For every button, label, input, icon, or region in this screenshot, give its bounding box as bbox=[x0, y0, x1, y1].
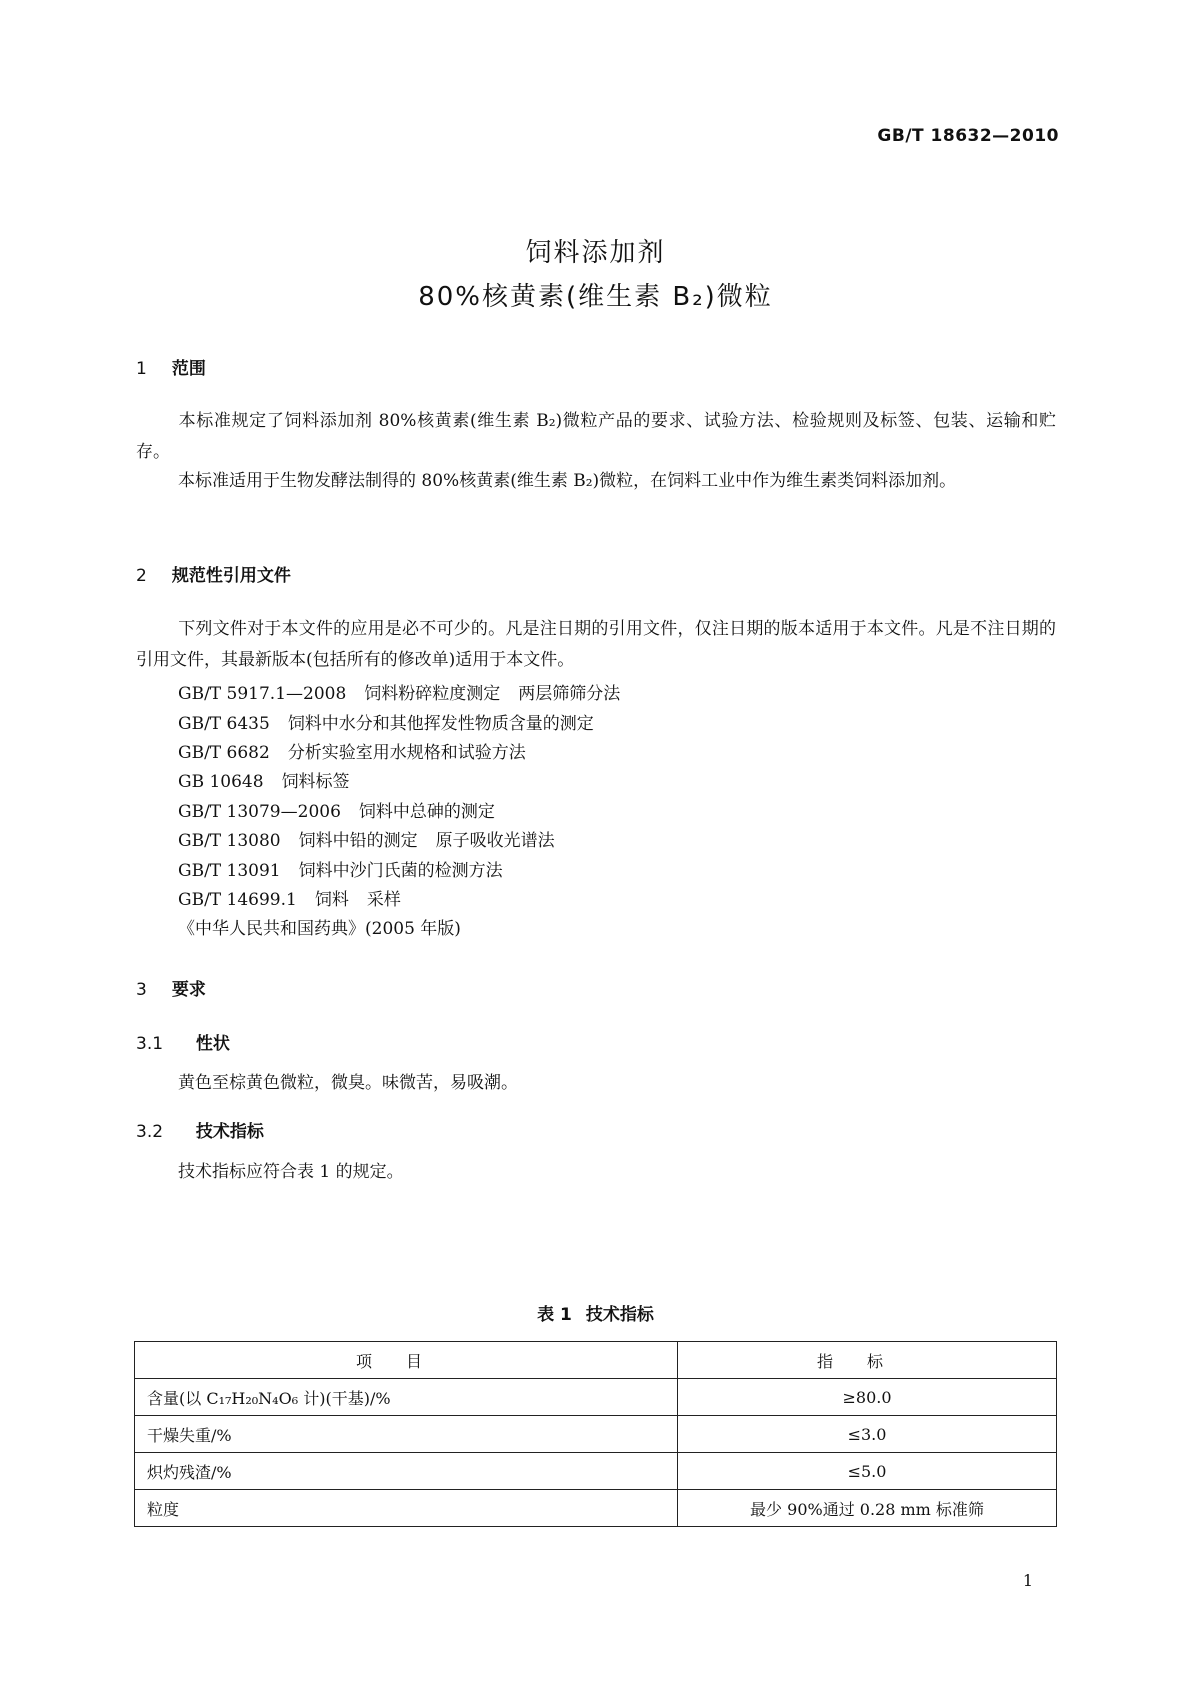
reference-item: GB/T 13080 饲料中铅的测定 原子吸收光谱法 bbox=[178, 831, 555, 851]
section-title: 要求 bbox=[171, 980, 206, 1000]
references-intro-paragraph: 下列文件对于本文件的应用是必不可少的。凡是注日期的引用文件，仅注日期的版本适用于本文件。凡是不注日期的引用文件，其最新版本(包括所有的修改单)适用于本文件。 bbox=[136, 619, 1056, 670]
table-row bbox=[135, 1379, 1057, 1416]
section-number: 1 bbox=[136, 359, 147, 379]
reference-item: GB/T 14699.1 饲料 采样 bbox=[178, 890, 401, 910]
section-title: 性状 bbox=[195, 1034, 230, 1054]
section-3-1-heading bbox=[136, 1029, 230, 1054]
technical-index-table bbox=[134, 1341, 1057, 1527]
section-title: 规范性引用文件 bbox=[171, 566, 291, 586]
table-header-value: 指标 bbox=[678, 1342, 1057, 1379]
table-header-row bbox=[135, 1342, 1057, 1379]
page-number: 1 bbox=[1022, 1571, 1033, 1590]
document-title-line-2: 80%核黄素(维生素 B₂)微粒 bbox=[418, 282, 773, 312]
reference-item: GB/T 5917.1—2008 饲料粉碎粒度测定 两层筛筛分法 bbox=[178, 684, 621, 704]
table-cell-value: ≤3.0 bbox=[678, 1416, 1057, 1453]
table-cell-item: 炽灼残渣/% bbox=[135, 1453, 678, 1490]
appearance-paragraph: 黄色至棕黄色微粒，微臭。味微苦，易吸潮。 bbox=[178, 1073, 518, 1093]
table-row bbox=[135, 1490, 1057, 1527]
reference-pharmacopoeia: 《中华人民共和国药典》(2005 年版) bbox=[178, 919, 461, 939]
document-title-line-1: 饲料添加剂 bbox=[525, 238, 666, 268]
standard-code: GB/T 18632—2010 bbox=[877, 126, 1059, 146]
table-cell-value: ≥80.0 bbox=[678, 1379, 1057, 1416]
section-2-heading bbox=[136, 561, 291, 586]
table-cell-item: 含量(以 C₁₇H₂₀N₄O₆ 计)(干基)/% bbox=[135, 1379, 678, 1416]
table-cell-item: 干燥失重/% bbox=[135, 1416, 678, 1453]
section-number: 3.2 bbox=[136, 1122, 164, 1142]
section-title: 技术指标 bbox=[195, 1122, 264, 1142]
reference-item: GB/T 13079—2006 饲料中总砷的测定 bbox=[178, 802, 495, 822]
reference-item: GB 10648 饲料标签 bbox=[178, 772, 350, 792]
section-1-heading bbox=[136, 354, 206, 379]
table-number: 表 1 bbox=[537, 1305, 572, 1325]
table-cell-item: 粒度 bbox=[135, 1490, 678, 1527]
table-cell-value: 最少 90%通过 0.28 mm 标准筛 bbox=[678, 1490, 1057, 1527]
section-number: 2 bbox=[136, 566, 147, 586]
table-title: 技术指标 bbox=[585, 1305, 654, 1325]
table-caption bbox=[0, 1300, 1191, 1325]
scope-paragraph-1: 本标准规定了饲料添加剂 80%核黄素(维生素 B₂)微粒产品的要求、试验方法、检验规则及标签、包装、运输和贮存。 bbox=[136, 411, 1056, 462]
section-title: 范围 bbox=[171, 359, 206, 379]
section-number: 3.1 bbox=[136, 1034, 164, 1054]
table-header-item: 项目 bbox=[135, 1342, 678, 1379]
table-row bbox=[135, 1416, 1057, 1453]
scope-paragraph-2: 本标准适用于生物发酵法制得的 80%核黄素(维生素 B₂)微粒，在饲料工业中作为维生素类饲料添加剂。 bbox=[178, 471, 957, 491]
reference-item: GB/T 6682 分析实验室用水规格和试验方法 bbox=[178, 743, 526, 763]
reference-item: GB/T 6435 饲料中水分和其他挥发性物质含量的测定 bbox=[178, 714, 594, 734]
table-row bbox=[135, 1453, 1057, 1490]
reference-item: GB/T 13091 饲料中沙门氏菌的检测方法 bbox=[178, 861, 503, 881]
section-3-2-heading bbox=[136, 1117, 264, 1142]
section-3-heading bbox=[136, 975, 206, 1000]
table-cell-value: ≤5.0 bbox=[678, 1453, 1057, 1490]
technical-index-paragraph: 技术指标应符合表 1 的规定。 bbox=[178, 1162, 404, 1182]
section-number: 3 bbox=[136, 980, 147, 1000]
